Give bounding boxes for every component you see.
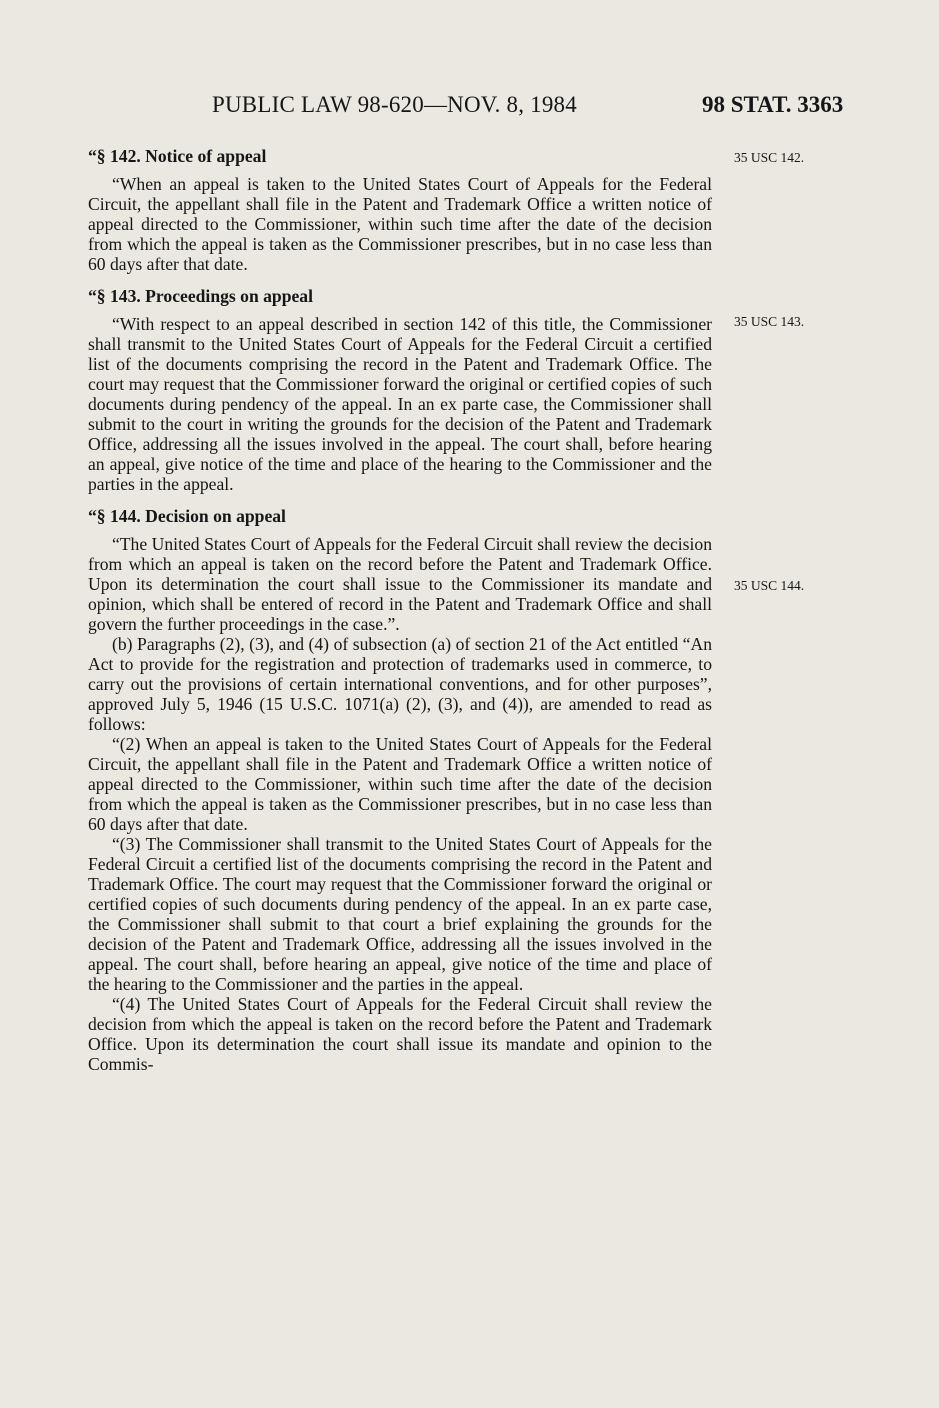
- paragraph-4: “(4) The United States Court of Appeals for the Federal Circuit shall review the decision from which the appeal is taken on the record before the Patent and Trademark Office. Upon its determination the court shall issue its mandate and opinion to the Commis-: [88, 994, 712, 1074]
- page-header-stat: 98 STAT. 3363: [702, 92, 844, 117]
- page-header-title: PUBLIC LAW 98-620—NOV. 8, 1984: [212, 92, 577, 117]
- section-144-heading: “§ 144. Decision on appeal: [88, 506, 286, 526]
- body-text: [88, 146, 712, 1074]
- paragraph-2: “(2) When an appeal is taken to the United States Court of Appeals for the Federal Circuit, the appellant shall file in the Patent and Trademark Office a written notice of appeal directed to the Commissioner, within such time after the date of the decision from which the appeal is taken as the Commissioner prescribes, but in no case less than 60 days after that date.: [88, 734, 712, 834]
- paragraph-3: “(3) The Commissioner shall transmit to the United States Court of Appeals for the Federal Circuit a certified list of the documents comprising the record in the Patent and Trademark Office. The court may request that the Commissioner forward the original or certified copies of such documents during pendency of the appeal. In an ex parte case, the Commissioner shall submit to that court a brief explaining the grounds for the decision of the Patent and Trademark Office, addressing all the issues involved in the appeal. The court shall, before hearing an appeal, give notice of the time and place of the hearing to the Commissioner and the parties in the appeal.: [88, 834, 712, 994]
- margin-note-142: 35 USC 142.: [734, 150, 805, 165]
- margin-note-143: 35 USC 143.: [734, 314, 805, 329]
- section-143-heading: “§ 143. Proceedings on appeal: [88, 286, 313, 306]
- section-143-paragraph: “With respect to an appeal described in section 142 of this title, the Commissioner shall transmit to the United States Court of Appeals for the Federal Circuit a certified list of the documents comprising the record in the Patent and Trademark Office. The court may request that the Commissioner forward the original or certified copies of such documents during pendency of the appeal. In an ex parte case, the Commissioner shall submit to the court in writing the grounds for the decision of the Patent and Trademark Office, addressing all the issues involved in the appeal. The court shall, before hearing an appeal, give notice of the time and place of the hearing to the Commissioner and the parties in the appeal.: [88, 314, 712, 494]
- section-142-paragraph: “When an appeal is taken to the United States Court of Appeals for the Federal Circuit, the appellant shall file in the Patent and Trademark Office a written notice of appeal directed to the Commissioner, within such time after the date of the decision from which the appeal is taken as the Commissioner prescribes, but in no case less than 60 days after that date.: [88, 174, 712, 274]
- subsection-b-paragraph: (b) Paragraphs (2), (3), and (4) of subsection (a) of section 21 of the Act entitled “An Act to provide for the registration and protection of trademarks used in commerce, to carry out the provisions of certain international conventions, and for other purposes”, approved July 5, 1946 (15 U.S.C. 1071(a) (2), (3), and (4)), are amended to read as follows:: [88, 634, 712, 734]
- section-144-paragraph: “The United States Court of Appeals for the Federal Circuit shall review the decision from which an appeal is taken on the record before the Patent and Trademark Office. Upon its determination the court shall issue to the Commissioner its mandate and opinion, which shall be entered of record in the Patent and Trademark Office and shall govern the further proceedings in the case.”.: [88, 534, 712, 634]
- margin-note-144: 35 USC 144.: [734, 578, 805, 593]
- section-142-heading: “§ 142. Notice of appeal: [88, 146, 267, 166]
